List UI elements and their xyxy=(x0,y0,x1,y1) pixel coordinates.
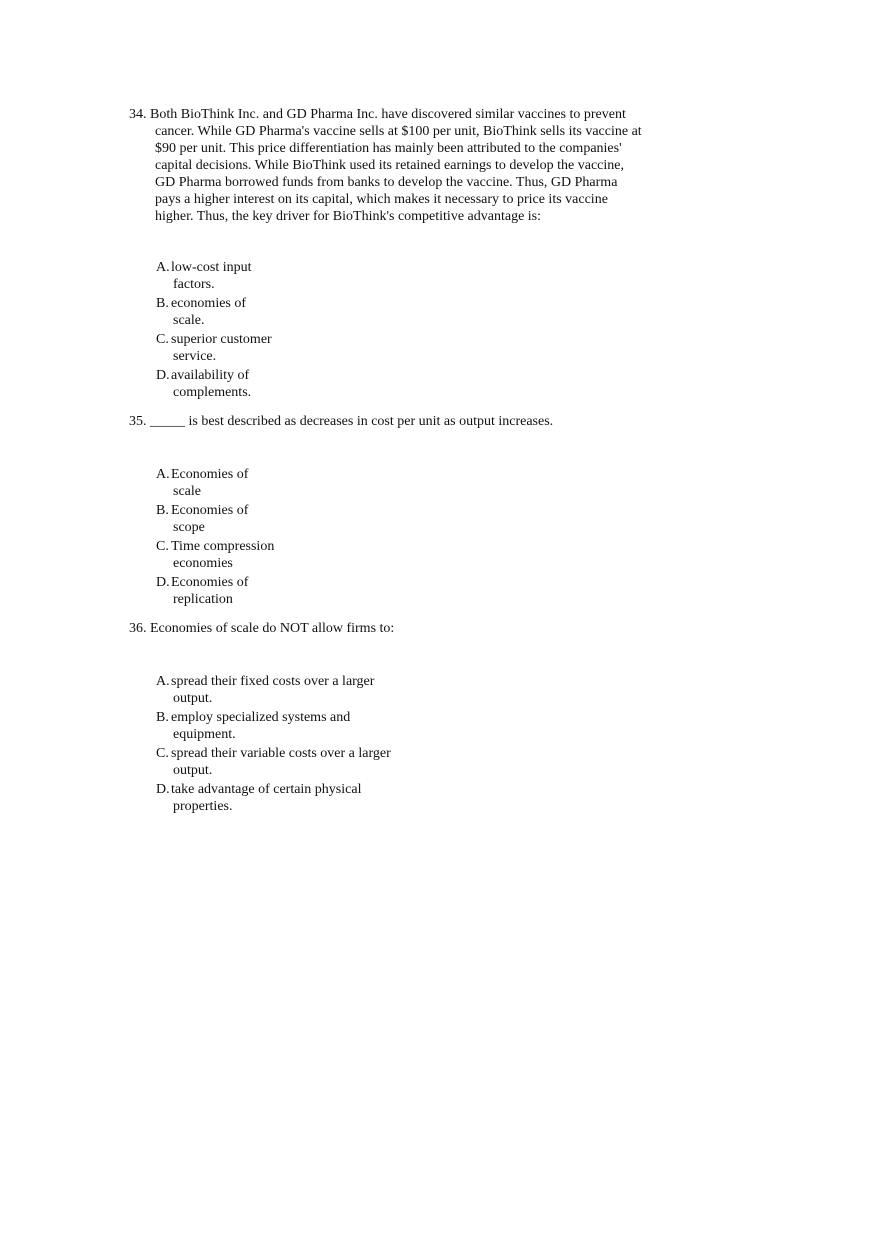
option-d: D. availability of complements. xyxy=(156,368,252,400)
question-stem-line: capital decisions. While BioThink used its retained earnings to develop the vaccine, xyxy=(155,158,624,173)
question-stem-line: 35. _____ is best described as decreases in cost per unit as output increases. xyxy=(129,414,554,429)
option-c: C. superior customer service. xyxy=(156,332,272,364)
question-number: 35. xyxy=(129,414,147,429)
option-b: B. economies of scale. xyxy=(156,296,247,328)
option-b: B. employ specialized systems and equipment. xyxy=(156,710,351,742)
question-stem-line: cancer. While GD Pharma's vaccine sells at $100 per unit, BioThink sells its vaccine at xyxy=(155,124,642,139)
option-c: C. spread their variable costs over a larger output. xyxy=(156,746,391,778)
question-stem-line: pays a higher interest on its capital, which makes it necessary to price its vaccine xyxy=(155,192,608,207)
options-35 xyxy=(156,466,274,610)
option-a: A. spread their fixed costs over a larger output. xyxy=(156,674,375,706)
question-stem-line: 34. Both BioThink Inc. and GD Pharma Inc. have discovered similar vaccines to prevent xyxy=(129,107,626,122)
question-stem-line: $90 per unit. This price differentiation has mainly been attributed to the companies' xyxy=(155,141,622,156)
question-35 xyxy=(129,413,553,430)
question-number: 36. xyxy=(129,621,147,636)
option-c: C. Time compression economies xyxy=(156,539,275,571)
question-34 xyxy=(129,106,642,225)
option-a: A. Economies of scale xyxy=(156,467,249,499)
option-b: B. Economies of scope xyxy=(156,503,249,535)
options-34 xyxy=(156,259,272,403)
option-d: D. take advantage of certain physical properties. xyxy=(156,782,362,814)
option-d: D. Economies of replication xyxy=(156,575,249,607)
question-stem-line: 36. Economies of scale do NOT allow firms to: xyxy=(129,621,395,636)
option-a: A. low-cost input factors. xyxy=(156,260,252,292)
question-36 xyxy=(129,620,394,637)
question-stem-line: GD Pharma borrowed funds from banks to develop the vaccine. Thus, GD Pharma xyxy=(155,175,618,190)
options-36 xyxy=(156,673,391,817)
question-number: 34. xyxy=(129,107,147,122)
question-stem-line: higher. Thus, the key driver for BioThink's competitive advantage is: xyxy=(155,209,542,224)
